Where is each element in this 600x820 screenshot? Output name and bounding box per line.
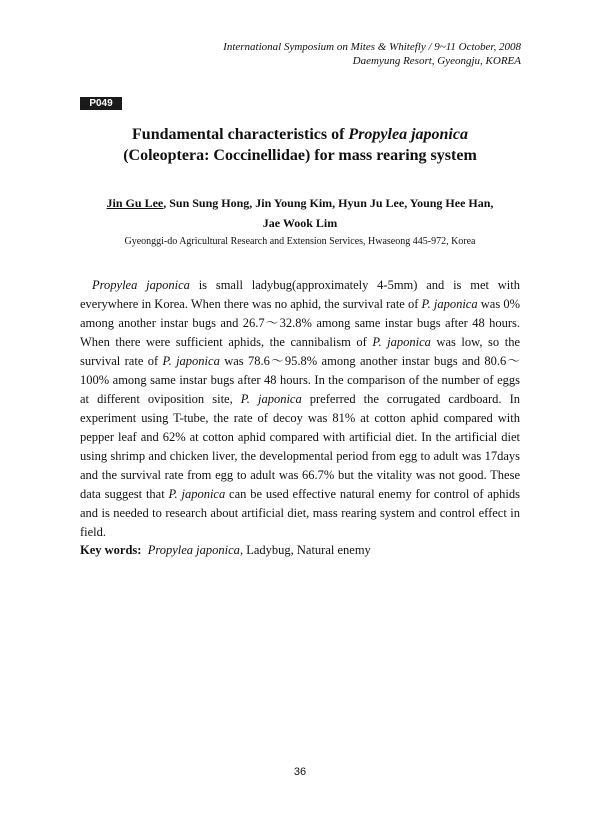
conference-venue: Daemyung Resort, Gyeongju, KOREA xyxy=(352,55,521,67)
species-abbrev: P. japonica xyxy=(372,335,431,349)
keywords-label: Key words: xyxy=(80,543,142,557)
abstract-text: can be used effective natural enemy for control of aphids and is needed to research about artificial diet, mass rearing system and control effect in field. xyxy=(80,487,520,539)
page-number: 36 xyxy=(293,766,307,778)
abstract-text: was 0% among another instar bugs and 26.7～32.8% among same instar bugs after 48 hours. When there were sufficient aphids, the cannibalism of xyxy=(80,297,520,349)
abstract-text: is small ladybug(approximately 4-5mm) and is met with everywhere in Korea. When there was no aphid, the survival rate of xyxy=(80,278,520,311)
title-line-1 xyxy=(60,124,540,145)
affiliation: Gyeonggi-do Agricultural Research and Extension Services, Hwaseong 445-972, Korea xyxy=(124,236,476,247)
species-abbrev: P. japonica xyxy=(162,354,220,368)
title-text: Fundamental characteristics of xyxy=(132,126,349,143)
keyword-species: Propylea japonica xyxy=(147,543,240,557)
title-line-2: (Coleoptera: Coccinellidae) for mass rearing system xyxy=(123,147,477,164)
authors-line-2: Jae Wook Lim xyxy=(262,216,338,230)
keywords xyxy=(80,541,520,560)
conference-header xyxy=(223,40,521,68)
presenting-author: Jin Gu Lee xyxy=(106,196,164,210)
poster-id-badge: P049 xyxy=(80,97,122,110)
abstract-body xyxy=(80,276,520,542)
authors-line-1 xyxy=(60,193,540,213)
abstract-text: preferred the corrugated cardboard. In experiment using T-tube, the rate of decoy was 81% at cotton aphid compared with pepper leaf and 62% at cotton aphid compared with artificial diet. In the artificial diet using shrimp and chicken liver, the developmental period from egg to adult was 17days and the survival rate from egg to adult was 66.7% but the vitality was not good. These data suggest that xyxy=(80,392,520,501)
keyword-list: , Ladybug, Natural enemy xyxy=(239,543,371,557)
co-authors: , Sun Sung Hong, Jin Young Kim, Hyun Ju Lee, Young Hee Han, xyxy=(163,196,494,210)
species-name: Propylea japonica xyxy=(92,278,190,292)
conference-name: International Symposium on Mites & Whitefly / 9~11 October, 2008 xyxy=(223,41,521,53)
abstract-text: was 78.6～95.8% among another instar bugs and 80.6～100% among same instar bugs after 48 hours. In the comparison of the number of eggs at different oviposition site, xyxy=(80,354,520,406)
species-abbrev: P. japonica xyxy=(168,487,226,501)
title-species: Propylea japonica xyxy=(348,126,468,143)
abstract-text: was low, so the survival rate of xyxy=(80,335,520,368)
paper-title xyxy=(60,124,540,166)
species-abbrev: P. japonica xyxy=(421,297,478,311)
species-abbrev: P. japonica xyxy=(240,392,302,406)
author-list xyxy=(60,193,540,233)
